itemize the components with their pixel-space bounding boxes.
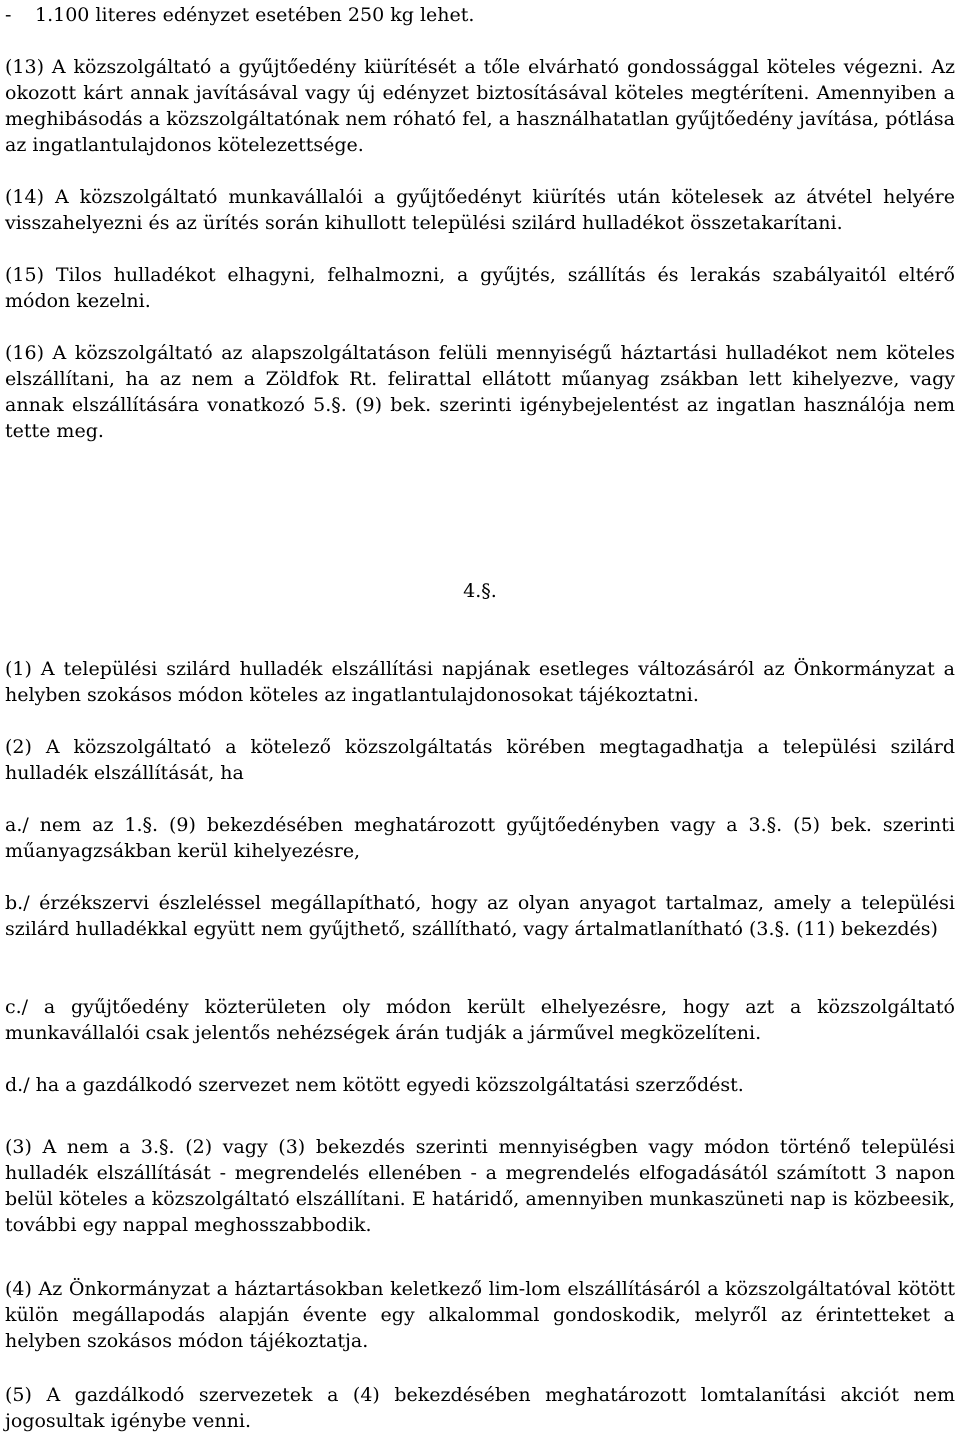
list-item-text: 1.100 literes edényzet esetében 250 kg lehet.	[35, 4, 475, 26]
section-paragraph-5: (5) A gazdálkodó szervezetek a (4) bekezdésében meghatározott lomtalanítási akciót nem jogosultak igénybe venni.	[5, 1384, 955, 1432]
subpoint-d: d./ ha a gazdálkodó szervezet nem kötött egyedi közszolgáltatási szerződést.	[5, 1074, 744, 1096]
section-paragraph-1: (1) A települési szilárd hulladék elszállítási napjának esetleges változásáról az Önkormányzat a helyben szokásos módon köteles az ingatlantulajdonosokat tájékoztatni.	[5, 658, 955, 706]
paragraph-14: (14) A közszolgáltató munkavállalói a gyűjtőedényt kiürítés után kötelesek az átvétel helyére visszahelyezni és az ürítés során kihullott települési szilárd hulladékot összetakarítani.	[5, 186, 955, 234]
section-heading: 4.§.	[463, 580, 497, 602]
section-paragraph-2: (2) A közszolgáltató a kötelező közszolgáltatás körében megtagadhatja a települési szilárd hulladék elszállítását, ha	[5, 736, 955, 784]
list-item-capacity	[5, 2, 474, 28]
subpoint-c: c./ a gyűjtőedény közterületen oly módon került elhelyezésre, hogy azt a közszolgáltató munkavállalói csak jelentős nehézségek árán tudják a járművel megközelíteni.	[5, 996, 955, 1044]
subpoint-a: a./ nem az 1.§. (9) bekezdésében meghatározott gyűjtőedényben vagy a 3.§. (5) bek. szerinti műanyagzsákban kerül kihelyezésre,	[5, 814, 955, 862]
subpoint-b: b./ érzékszervi észleléssel megállapítható, hogy az olyan anyagot tartalmaz, amely a települési szilárd hulladékkal együtt nem gyűjthető, szállítható, vagy ártalmatlanítható (3.§. (11) bekezdés)	[5, 892, 955, 940]
paragraph-13: (13) A közszolgáltató a gyűjtőedény kiürítését a tőle elvárható gondossággal köteles végezni. Az okozott kárt annak javításával vagy új edényzet biztosításával köteles megtéríteni. Amennyiben a meghibásodás a közszolgáltatónak nem róható fel, a használhatatlan gyűjtőedény javítása, pótlása az ingatlantulajdonos kötelezettsége.	[5, 56, 955, 156]
section-paragraph-4: (4) Az Önkormányzat a háztartásokban keletkező lim-lom elszállításáról a közszolgáltatóval kötött külön megállapodás alapján évente egy alkalommal gondoskodik, melyről az érintetteket a helyben szokásos módon tájékoztatja.	[5, 1278, 955, 1352]
paragraph-15: (15) Tilos hulladékot elhagyni, felhalmozni, a gyűjtés, szállítás és lerakás szabályaitól eltérő módon kezelni.	[5, 264, 955, 312]
section-paragraph-3: (3) A nem a 3.§. (2) vagy (3) bekezdés szerinti mennyiségben vagy módon történő települési hulladék elszállítását - megrendelés ellenében - a megrendelés elfogadásától számított 3 napon belül köteles a közszolgáltató elszállítani. E határidő, amennyiben munkaszüneti nap is közbeesik, további egy nappal meghosszabbodik.	[5, 1136, 955, 1236]
list-dash: -	[5, 4, 12, 26]
paragraph-16: (16) A közszolgáltató az alapszolgáltatáson felüli mennyiségű háztartási hulladékot nem köteles elszállítani, ha az nem a Zöldfok Rt. felirattal ellátott műanyag zsákban lett kihelyezve, vagy annak elszállítására vonatkozó 5.§. (9) bek. szerinti igénybejelentést az ingatlan használója nem tette meg.	[5, 342, 955, 442]
